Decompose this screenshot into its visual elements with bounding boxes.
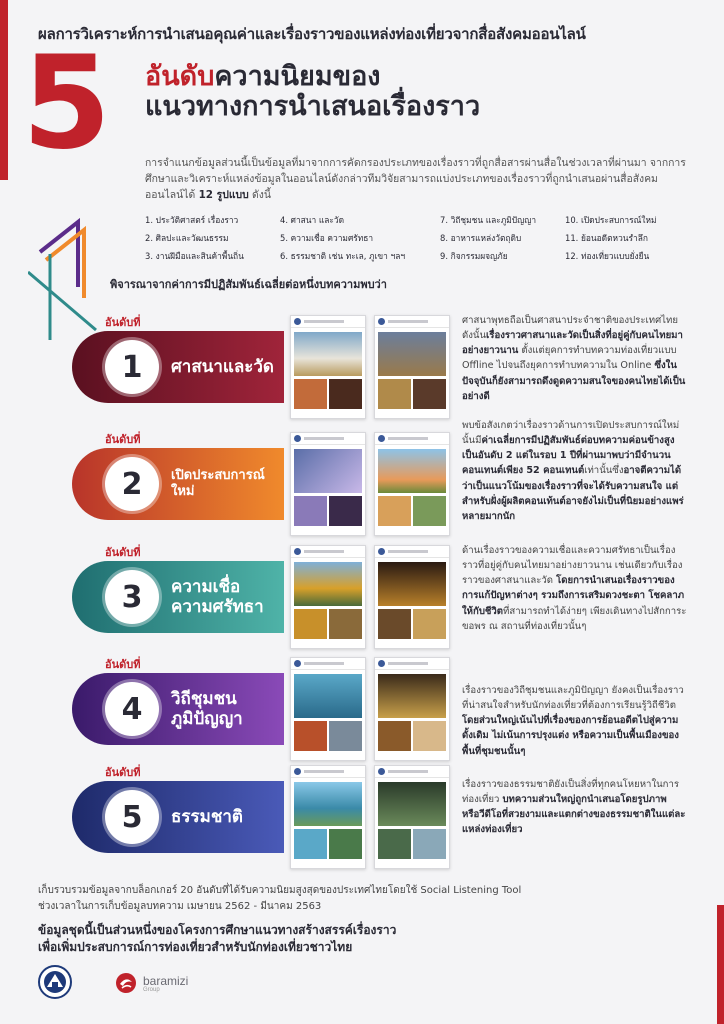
rank-title: ความเชื่อ ความศรัทธา	[171, 576, 264, 617]
page-headline	[145, 62, 480, 122]
rank-description: พบข้อสังเกตว่าเรื่องราวด้านการเปิดประสบการณ์ใหม่นั้นมีค่าเฉลี่ยการมีปฏิสัมพันธ์ต่อบทความค่อนข้างสูงเป็นอันดับ 2 แต่ในรอบ 1 ปีที่ผ่านมาพบว่ามีจำนวนคอนเทนต์เพียง 52 คอนเทนต์เท่านั้นซึ่งอาจตีความได้ว่าเป็นแนวโน้มของเรื่องราวที่จะได้รับความสนใจ แต่สำหรับฝั่งผู้ผลิตคอนเท้นต์อาจยังไม่เป็นที่นิยมอย่างแพร่หลายมากนัก	[462, 420, 684, 522]
story-types-list	[145, 213, 715, 263]
rank-label: อันดับที่	[105, 766, 141, 779]
rank-title: วิถีชุมชน ภูมิปัญญา	[171, 688, 243, 729]
rank-description: เรื่องราวของวิถีชุมชนและภูมิปัญญา ยังคงเป็นเรื่องราวที่น่าสนใจสำหรับนักท่องเที่ยวที่ต้องการเรียนรู้วิถีชีวิต โดยส่วนใหญ่เน้นไปที่เรื่องของการย้อนอดีตไปสู่ความดั้งเดิม ไม่เน้นการปรุงแต่ง หรือความเป็นพื้นเมืองของพื้นที่ชุมชนนั้นๆ	[462, 685, 684, 757]
screenshot-group	[290, 545, 450, 649]
story-type-item: 7. วิถีชุมชน และภูมิปัญญา	[440, 215, 537, 225]
rank-number: 2	[105, 457, 159, 511]
post-thumbnail	[290, 765, 366, 869]
big-number-five: 5	[22, 29, 112, 178]
story-type-item: 2. ศิลปะและวัฒนธรรม	[145, 233, 229, 243]
rank-row-3	[0, 543, 724, 653]
intro-text: การจำแนกข้อมูลส่วนนี้เป็นข้อมูลที่มาจากการคัดกรองประเภทของเรื่องราวที่ถูกสื่อสารผ่านสื่อในช่วงเวลาที่ผ่านมา จากการศึกษาและวิเคราะห์แหล่งข้อมูลในออนไลน์ดังกล่าวทีมวิจัยสามารถแบ่งประเภทของเรื่องราวที่ถูกนำเสนอผ่านสื่อสังคมออนไลน์ได้	[145, 157, 686, 201]
rank-number: 3	[105, 570, 159, 624]
right-accent-bar	[717, 905, 724, 1024]
story-type-item: 1. ประวัติศาสตร์ เรื่องราว	[145, 215, 239, 225]
post-thumbnail	[374, 765, 450, 869]
story-type-item: 11. ย้อนอดีตหวนรำลึก	[565, 233, 648, 243]
rank-number: 4	[105, 682, 159, 736]
post-thumbnail	[374, 432, 450, 536]
headline-line2: แนวทางการนำเสนอเรื่องราว	[145, 91, 481, 123]
screenshot-group	[290, 765, 450, 869]
rank-pill	[72, 673, 284, 745]
baramizi-swirl-icon	[115, 972, 137, 994]
rank-description: ด้านเรื่องราวของความเชื่อและความศรัทธาเป็นเรื่องราวที่อยู่คู่กับคนไทยมาอย่างยาวนาน เช่นเดียวกับเรื่องราวของศาสนาและวัด โดยการนำเสนอเรื่องราวของการแก้ปัญหาต่างๆ รวมถึงการเสริมดวงชะตา โชคลาภให้กับชีวิตที่สามารถทำได้ง่ายๆ เพียงเดินทางไปสักการะขอพร ณ สถานที่ท่องเที่ยวนั้นๆ	[462, 545, 687, 632]
footer-project	[38, 922, 638, 957]
screenshot-group	[290, 657, 450, 761]
rank-row-4	[0, 655, 724, 765]
story-type-item: 12. ท่องเที่ยวแบบยั่งยืน	[565, 251, 650, 261]
story-type-item: 8. อาหารแหล่งวัตถุดิบ	[440, 233, 522, 243]
university-logo-icon	[38, 965, 72, 999]
footer-note-line: ช่วงเวลาในการเก็บข้อมูลบทความ เมษายน 2562 - มีนาคม 2563	[38, 900, 322, 912]
rank-pill	[72, 781, 284, 853]
rank-label: อันดับที่	[105, 658, 141, 671]
rank-number: 5	[105, 790, 159, 844]
rank-row-5	[0, 763, 724, 873]
rank-description: เรื่องราวของธรรมชาติยังเป็นสิ่งที่ทุกคนโหยหาในการท่องเที่ยว บทความส่วนใหญ่ถูกนำเสนอโดยรูปภาพ หรือวีดีโอที่สวยงามและแตกต่างของธรรมชาติในแต่ละแหล่งท่องเที่ยว	[462, 779, 686, 836]
story-type-item: 10. เปิดประสบการณ์ใหม่	[565, 215, 657, 225]
story-type-item: 6. ธรรมชาติ เช่น ทะเล, ภูเขา ฯลฯ	[280, 251, 406, 261]
post-thumbnail	[290, 432, 366, 536]
rank-pill	[72, 448, 284, 520]
intro-paragraph	[145, 156, 693, 203]
footer-note-line: เก็บรวบรวมข้อมูลจากบล็อกเกอร์ 20 อันดับที่ได้รับความนิยมสูงสุดของประเทศไทยโดยใช้ Social Listening Tool	[38, 885, 522, 896]
rank-title: เปิดประสบการณ์ใหม่	[171, 468, 265, 499]
rank-title: ศาสนาและวัด	[171, 356, 274, 377]
post-thumbnail	[290, 657, 366, 761]
baramizi-wordmark: baramizi Group	[143, 973, 189, 993]
story-type-item: 3. งานฝีมือและสินค้าพื้นถิ่น	[145, 251, 244, 261]
rank-pill	[72, 561, 284, 633]
story-type-item: 5. ความเชื่อ ความศรัทธา	[280, 233, 374, 243]
rank-label: อันดับที่	[105, 316, 141, 329]
footer-project-line: เพื่อเพิ่มประสบการณ์การท่องเที่ยวสำหรับนักท่องเที่ยวชาวไทย	[38, 940, 353, 955]
intro-bold: 12 รูปแบบ	[198, 188, 249, 201]
post-thumbnail	[374, 315, 450, 419]
post-thumbnail	[290, 545, 366, 649]
footer-project-line: ข้อมูลชุดนี้เป็นส่วนหนึ่งของโครงการศึกษาแนวทางสร้างสรรค์เรื่องราว	[38, 923, 397, 937]
rank-title: ธรรมชาติ	[171, 806, 243, 827]
baramizi-logo	[115, 972, 188, 994]
footer-note	[38, 883, 638, 914]
story-type-item: 4. ศาสนา และวัด	[280, 215, 345, 225]
post-thumbnail	[374, 545, 450, 649]
rank-description: ศาสนาพุทธถือเป็นศาสนาประจำชาติของประเทศไทย ดังนั้นเรื่องราวศาสนาและวัดเป็นสิ่งที่อยู่คู่กับคนไทยมาอย่างยาวนาน ตั้งแต่ยุคการทำบทความท่องเที่ยวแบบ Offline ไปจนถึงยุคการทำบทความใน Online ซึ่งในปัจจุบันก็ยังสามารถดึงดูดความสนใจของคนไทยได้เป็นอย่างดี	[462, 315, 686, 402]
left-accent-bar	[0, 0, 8, 180]
post-thumbnail	[374, 657, 450, 761]
intro-text-end: ดังนี้	[252, 188, 271, 201]
headline-line1: ความนิยมของ	[214, 61, 381, 92]
post-thumbnail	[290, 315, 366, 419]
screenshot-group	[290, 315, 450, 419]
page-top-title: ผลการวิเคราะห์การนำเสนอคุณค่าและเรื่องราวของแหล่งท่องเที่ยวจากสื่อสังคมออนไลน์	[38, 25, 586, 43]
rank-label: อันดับที่	[105, 546, 141, 559]
rank-row-2	[0, 420, 724, 540]
screenshot-group	[290, 432, 450, 536]
sub-heading: พิจารณาจากค่าการมีปฏิสัมพันธ์เฉลี่ยต่อหนึ่งบทความพบว่า	[110, 278, 387, 291]
rank-label: อันดับที่	[105, 433, 141, 446]
headline-accent: อันดับ	[145, 61, 215, 92]
rank-pill	[72, 331, 284, 403]
rank-number: 1	[105, 340, 159, 394]
rank-row-1	[0, 313, 724, 423]
story-type-item: 9. กิจกรรมผจญภัย	[440, 251, 508, 261]
